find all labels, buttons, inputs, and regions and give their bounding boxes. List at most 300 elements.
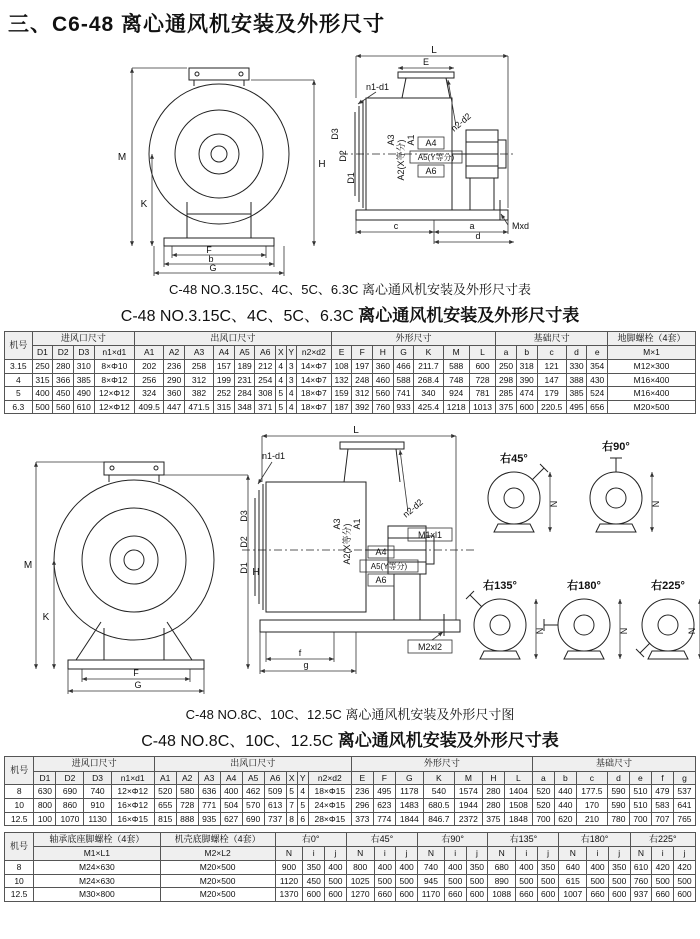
dimensions-table-3-15c-6-3c xyxy=(4,331,696,414)
table-cell: 4 xyxy=(286,400,296,414)
column-header: j xyxy=(674,847,696,861)
column-header: G xyxy=(395,771,423,785)
table-cell: 100 xyxy=(34,812,56,826)
table-cell: 28×Φ15 xyxy=(308,812,351,826)
table-cell: 440 xyxy=(554,798,576,812)
table-cell: 590 xyxy=(607,798,629,812)
table-cell: M20×500 xyxy=(160,861,275,875)
column-header: H xyxy=(373,346,394,360)
table-cell: 430 xyxy=(587,373,608,387)
column-header: n1×d1 xyxy=(94,346,134,360)
table-cell: 400 xyxy=(220,785,242,799)
table-cell: 660 xyxy=(516,888,538,902)
table-cell: 1070 xyxy=(56,812,84,826)
table-cell: 560 xyxy=(373,387,394,401)
table-cell: M20×500 xyxy=(608,400,696,414)
table-cell: 450 xyxy=(53,387,74,401)
table-cell: 8 xyxy=(286,812,297,826)
dim-label-A6: A6 xyxy=(425,166,437,176)
table-cell: 700 xyxy=(629,812,651,826)
table-cell: 500 xyxy=(396,874,418,888)
dim-label-n2-d2: n2-d2 xyxy=(448,111,473,134)
table-cell: 460 xyxy=(373,373,394,387)
table-cell: 147 xyxy=(537,373,566,387)
orientation-45 xyxy=(488,451,559,532)
column-header: A2 xyxy=(164,346,185,360)
table-cell: 846.7 xyxy=(423,812,454,826)
column-group-header: 机壳底脚螺栓（4套） xyxy=(160,833,275,847)
dim-label-n1-d1: n1-d1 xyxy=(366,82,390,92)
table-cell: 583 xyxy=(651,798,673,812)
table-cell: 324 xyxy=(135,387,164,401)
bolts-and-orientation-table xyxy=(4,832,696,902)
dim-label-f: f xyxy=(298,648,302,659)
table-cell: 490 xyxy=(73,387,94,401)
table-cell: M24×630 xyxy=(34,861,160,875)
table-cell: 815 xyxy=(154,812,176,826)
column-header: d xyxy=(566,346,587,360)
column-header: i xyxy=(374,847,396,861)
table-cell: 315 xyxy=(32,373,53,387)
section-2-heading xyxy=(4,726,696,751)
table-cell: 425.4 xyxy=(414,400,443,414)
table-cell: 495 xyxy=(566,400,587,414)
column-group-header: 右45° xyxy=(346,833,417,847)
dim-label-G: G xyxy=(209,263,217,273)
dim-label-A6: A6 xyxy=(375,575,387,586)
column-header: n2×d2 xyxy=(308,771,351,785)
column-header: A6 xyxy=(255,346,276,360)
dim-label-A4: A4 xyxy=(425,138,437,148)
table-cell: 680.5 xyxy=(423,798,454,812)
table-cell: 924 xyxy=(443,387,469,401)
table-cell: 24×Φ15 xyxy=(308,798,351,812)
orientation-180 xyxy=(544,578,629,659)
dim-label-a: a xyxy=(469,221,475,231)
side-view-label-boxes-large xyxy=(360,528,452,653)
row-header-fan-size: 4 xyxy=(5,373,33,387)
figure-2-drawing xyxy=(4,420,700,702)
column-header: b xyxy=(516,346,537,360)
section-1-heading-prefix: C-48 NO.3.15C、4C、5C、6.3C xyxy=(120,308,359,325)
table-cell: 588 xyxy=(393,373,414,387)
table-cell: 248 xyxy=(352,373,373,387)
dim-label-b: b xyxy=(208,254,214,264)
front-view-labels-large xyxy=(24,560,260,690)
table-cell: 623 xyxy=(373,798,395,812)
table-cell: 159 xyxy=(331,387,352,401)
table-cell: 6 xyxy=(297,812,308,826)
column-header: A5 xyxy=(242,771,264,785)
column-header: N xyxy=(346,847,374,861)
table-cell: 1844 xyxy=(395,812,423,826)
row-header-fan-size: 3.15 xyxy=(5,359,33,373)
dim-label-D3: D3 xyxy=(330,128,340,140)
table-cell: 360 xyxy=(164,387,185,401)
dim-label-A2: A2(X等分) xyxy=(342,523,352,565)
table-cell: 737 xyxy=(264,812,286,826)
table-cell: 400 xyxy=(374,861,396,875)
table-row xyxy=(5,785,696,799)
column-header: A3 xyxy=(198,771,220,785)
table-cell: 900 xyxy=(275,861,303,875)
table-cell: 360 xyxy=(373,359,394,373)
column-header: N xyxy=(630,847,652,861)
outlet-label-texts xyxy=(418,138,455,176)
table-row xyxy=(5,874,696,888)
column-header: i xyxy=(303,847,325,861)
table-cell: 500 xyxy=(466,874,488,888)
row-header-fan-size: 10 xyxy=(5,798,34,812)
table-cell: 1130 xyxy=(84,812,111,826)
column-header: D2 xyxy=(53,346,74,360)
table-cell: M20×500 xyxy=(160,874,275,888)
table-cell: 385 xyxy=(73,373,94,387)
side-view-labels-large xyxy=(239,425,442,670)
table-cell: 600 xyxy=(674,888,696,902)
table-cell: 471.5 xyxy=(184,400,213,414)
row-header-fan-size: 6.3 xyxy=(5,400,33,414)
table-row xyxy=(5,400,696,414)
table-cell: 600 xyxy=(608,888,630,902)
table-cell: 888 xyxy=(176,812,198,826)
table-cell: 590 xyxy=(607,785,629,799)
dim-label-D1: D1 xyxy=(239,562,249,575)
table-cell: 400 xyxy=(32,387,53,401)
table-cell: 500 xyxy=(652,874,674,888)
table-cell: 655 xyxy=(154,798,176,812)
table-cell: 500 xyxy=(325,874,347,888)
table-cell: 1120 xyxy=(275,874,303,888)
dim-label-E: E xyxy=(422,57,430,67)
table-row xyxy=(5,359,696,373)
column-header: i xyxy=(444,847,466,861)
table-cell: 400 xyxy=(444,861,466,875)
table-cell: 728 xyxy=(176,798,198,812)
table-cell: 290 xyxy=(164,373,185,387)
column-header: K xyxy=(423,771,454,785)
column-group-header: 出风口尺寸 xyxy=(154,757,351,771)
table-cell: 1218 xyxy=(443,400,469,414)
dim-label-n1-d1: n1-d1 xyxy=(262,451,286,462)
column-group-header: 机号 xyxy=(5,833,34,861)
table-cell: 690 xyxy=(56,785,84,799)
table-cell: 2372 xyxy=(454,812,482,826)
table-cell: 800 xyxy=(346,861,374,875)
column-header: M xyxy=(443,346,469,360)
table-cell: 5 xyxy=(276,387,286,401)
table-cell: 781 xyxy=(469,387,495,401)
column-header: i xyxy=(587,847,609,861)
table-cell: M30×800 xyxy=(34,888,160,902)
table-cell: 250 xyxy=(496,359,517,373)
table-cell: 189 xyxy=(234,359,255,373)
table-cell: 4 xyxy=(276,359,286,373)
table-cell: 280 xyxy=(53,359,74,373)
dim-label-d: d xyxy=(475,231,481,241)
table-cell: 4 xyxy=(297,785,308,799)
table-cell: 466 xyxy=(393,359,414,373)
table-cell: 524 xyxy=(587,387,608,401)
table-cell: 350 xyxy=(466,861,488,875)
dim-label-M1xl1: M1xl1 xyxy=(417,530,443,541)
table-cell: 774 xyxy=(373,812,395,826)
table-cell: 1574 xyxy=(454,785,482,799)
orientation-225-dim-N: N xyxy=(687,628,697,635)
table-cell: 500 xyxy=(537,874,559,888)
table-cell: 187 xyxy=(331,400,352,414)
table-cell: 1944 xyxy=(454,798,482,812)
dim-label-A3: A3 xyxy=(386,134,396,146)
column-group-header: 右180° xyxy=(559,833,630,847)
table-cell: 741 xyxy=(393,387,414,401)
column-header: f xyxy=(651,771,673,785)
dim-label-K: K xyxy=(42,612,50,624)
column-header: j xyxy=(608,847,630,861)
table-cell: 236 xyxy=(351,785,373,799)
table-cell: 409.5 xyxy=(135,400,164,414)
table-cell: 660 xyxy=(652,888,674,902)
dim-label-A5: A5(Y等分) xyxy=(417,153,455,162)
table-cell: 700 xyxy=(532,812,554,826)
orientation-225 xyxy=(636,578,700,659)
table-cell: 610 xyxy=(73,400,94,414)
column-header: A1 xyxy=(135,346,164,360)
column-header: F xyxy=(373,771,395,785)
table-cell: 620 xyxy=(554,812,576,826)
table-cell: 1270 xyxy=(346,888,374,902)
table-cell: 510 xyxy=(629,785,651,799)
column-header: A1 xyxy=(154,771,176,785)
table-cell: 236 xyxy=(164,359,185,373)
column-header: d xyxy=(607,771,629,785)
table-cell: 540 xyxy=(423,785,454,799)
table-cell: 1508 xyxy=(504,798,532,812)
column-header: D3 xyxy=(84,771,111,785)
column-group-header: 地脚螺栓（4套） xyxy=(608,332,696,346)
table-cell: 910 xyxy=(84,798,111,812)
table-cell: 945 xyxy=(417,874,444,888)
column-header: j xyxy=(396,847,418,861)
table-cell: 210 xyxy=(576,812,607,826)
table-cell: M20×500 xyxy=(160,888,275,902)
table-cell: 375 xyxy=(496,400,517,414)
table-cell: 500 xyxy=(587,874,609,888)
column-group-header: 右90° xyxy=(417,833,487,847)
dim-label-F: F xyxy=(133,668,139,679)
row-header-fan-size: 12.5 xyxy=(5,888,34,902)
table-cell: 760 xyxy=(373,400,394,414)
table-cell: 4 xyxy=(276,373,286,387)
section-1-heading xyxy=(4,301,696,326)
table-cell: 12×Φ12 xyxy=(111,785,154,799)
table-cell: 495 xyxy=(373,785,395,799)
table-cell: 890 xyxy=(488,874,516,888)
table-cell: 580 xyxy=(176,785,198,799)
dim-label-A4: A4 xyxy=(375,547,387,558)
dim-label-M: M xyxy=(117,152,127,163)
column-header: K xyxy=(414,346,443,360)
table-cell: 18×Φ7 xyxy=(296,400,331,414)
table-cell: 765 xyxy=(673,812,695,826)
table-cell: 296 xyxy=(351,798,373,812)
table-cell: 509 xyxy=(264,785,286,799)
column-group-header: 右0° xyxy=(275,833,346,847)
column-header: n1×d1 xyxy=(111,771,154,785)
table-cell: 400 xyxy=(516,861,538,875)
orientation-135 xyxy=(466,578,545,659)
column-header: c xyxy=(537,346,566,360)
table-cell: 315 xyxy=(214,400,235,414)
table-cell: 1025 xyxy=(346,874,374,888)
section-1-heading-main: 离心通风机安装及外形尺寸表 xyxy=(358,306,580,325)
table-cell: 258 xyxy=(184,359,213,373)
orientation-180-title: 右180° xyxy=(567,580,601,593)
table-cell: 390 xyxy=(516,373,537,387)
table-cell: 132 xyxy=(331,373,352,387)
table-cell: 350 xyxy=(537,861,559,875)
table-cell: 740 xyxy=(417,861,444,875)
table-cell: 382 xyxy=(184,387,213,401)
table-cell: 771 xyxy=(198,798,220,812)
table-cell: 656 xyxy=(587,400,608,414)
table-cell: 588 xyxy=(443,359,469,373)
table-cell: 373 xyxy=(351,812,373,826)
table-cell: 211.7 xyxy=(414,359,443,373)
column-header: N xyxy=(488,847,516,861)
table-cell: 933 xyxy=(393,400,414,414)
table-cell: 371 xyxy=(255,400,276,414)
column-group-header: 机号 xyxy=(5,332,33,360)
column-group-header: 进风口尺寸 xyxy=(32,332,134,346)
table-cell: 935 xyxy=(198,812,220,826)
dim-label-M: M xyxy=(23,560,33,572)
table-cell: 5 xyxy=(276,400,286,414)
table-cell: 108 xyxy=(331,359,352,373)
table-cell: 8×Φ10 xyxy=(94,359,134,373)
table-cell: 462 xyxy=(242,785,264,799)
column-header: H xyxy=(482,771,504,785)
dim-label-F: F xyxy=(206,245,212,255)
table-cell: 366 xyxy=(53,373,74,387)
column-header: G xyxy=(393,346,414,360)
column-group-header: 基础尺寸 xyxy=(496,332,608,346)
dim-label-L: L xyxy=(353,425,359,437)
table-cell: 16×Φ12 xyxy=(111,798,154,812)
table-cell: 12×Φ12 xyxy=(94,387,134,401)
table-cell: 348 xyxy=(234,400,255,414)
table-cell: 392 xyxy=(352,400,373,414)
orientation-45-title: 右45° xyxy=(500,453,528,466)
table-cell: 170 xyxy=(576,798,607,812)
table-cell: 220.5 xyxy=(537,400,566,414)
table-cell: 800 xyxy=(34,798,56,812)
table-cell: 354 xyxy=(587,359,608,373)
table-cell: 12×Φ12 xyxy=(94,400,134,414)
column-header: D1 xyxy=(34,771,56,785)
dim-label-K: K xyxy=(140,199,148,210)
table-cell: 740 xyxy=(84,785,111,799)
column-header: j xyxy=(537,847,559,861)
table-cell: 600 xyxy=(516,400,537,414)
table-cell: 400 xyxy=(325,861,347,875)
table-cell: 600 xyxy=(325,888,347,902)
column-header: D1 xyxy=(32,346,53,360)
column-header: L xyxy=(504,771,532,785)
table-cell: 254 xyxy=(255,373,276,387)
table-cell: 641 xyxy=(673,798,695,812)
table-cell: 680 xyxy=(488,861,516,875)
table-cell: 660 xyxy=(444,888,466,902)
column-header: e xyxy=(629,771,651,785)
page-title: 三、C6-48 离心通风机安装及外形尺寸 xyxy=(8,13,386,36)
column-header: A6 xyxy=(264,771,286,785)
table-cell: 600 xyxy=(466,888,488,902)
table-row xyxy=(5,861,696,875)
figure-1-caption: C-48 NO.3.15C、4C、5C、6.3C 离心通风机安装及外形尺寸表 xyxy=(169,282,531,297)
table-cell: 4 xyxy=(286,387,296,401)
column-header: M xyxy=(454,771,482,785)
table-cell: 570 xyxy=(242,798,264,812)
column-header: i xyxy=(652,847,674,861)
table-cell: 420 xyxy=(674,861,696,875)
section-2-heading-main: 离心通风机安装及外形尺寸表 xyxy=(337,731,559,751)
table-cell: 760 xyxy=(630,874,652,888)
table-cell: 3 xyxy=(286,359,296,373)
table-cell: 400 xyxy=(587,861,609,875)
column-header: D3 xyxy=(73,346,94,360)
table-cell: 600 xyxy=(537,888,559,902)
column-header: a xyxy=(532,771,554,785)
table-cell: 7 xyxy=(286,798,297,812)
table-cell: 177.5 xyxy=(576,785,607,799)
column-header: A3 xyxy=(184,346,213,360)
table-cell: 1370 xyxy=(275,888,303,902)
table-cell: 500 xyxy=(444,874,466,888)
column-group-header: 右225° xyxy=(630,833,695,847)
row-header-fan-size: 10 xyxy=(5,874,34,888)
dim-label-G: G xyxy=(134,680,142,691)
orientation-diagrams xyxy=(466,439,700,659)
dim-label-A3: A3 xyxy=(332,518,342,530)
table-cell: 212 xyxy=(255,359,276,373)
column-header: i xyxy=(516,847,538,861)
table-cell: 179 xyxy=(537,387,566,401)
table-cell: 500 xyxy=(32,400,53,414)
column-header: F xyxy=(352,346,373,360)
column-header: M1×L1 xyxy=(34,847,160,861)
column-header: a xyxy=(496,346,517,360)
dim-label-M2xl2: M2xl2 xyxy=(417,642,443,653)
table-row xyxy=(5,798,696,812)
table-row xyxy=(5,373,696,387)
figure-1-drawing xyxy=(4,42,700,277)
table-row xyxy=(5,888,696,902)
table-cell: 250 xyxy=(32,359,53,373)
column-header: N xyxy=(417,847,444,861)
table-cell: 500 xyxy=(608,874,630,888)
column-header: n2×d2 xyxy=(296,346,331,360)
table-cell: 231 xyxy=(234,373,255,387)
table-cell: 660 xyxy=(587,888,609,902)
table-cell: 121 xyxy=(537,359,566,373)
table-cell: 500 xyxy=(674,874,696,888)
table-cell: 310 xyxy=(73,359,94,373)
table-cell: 308 xyxy=(255,387,276,401)
row-header-fan-size: 8 xyxy=(5,785,34,799)
table-cell: 8×Φ12 xyxy=(94,373,134,387)
column-header: X xyxy=(276,346,286,360)
